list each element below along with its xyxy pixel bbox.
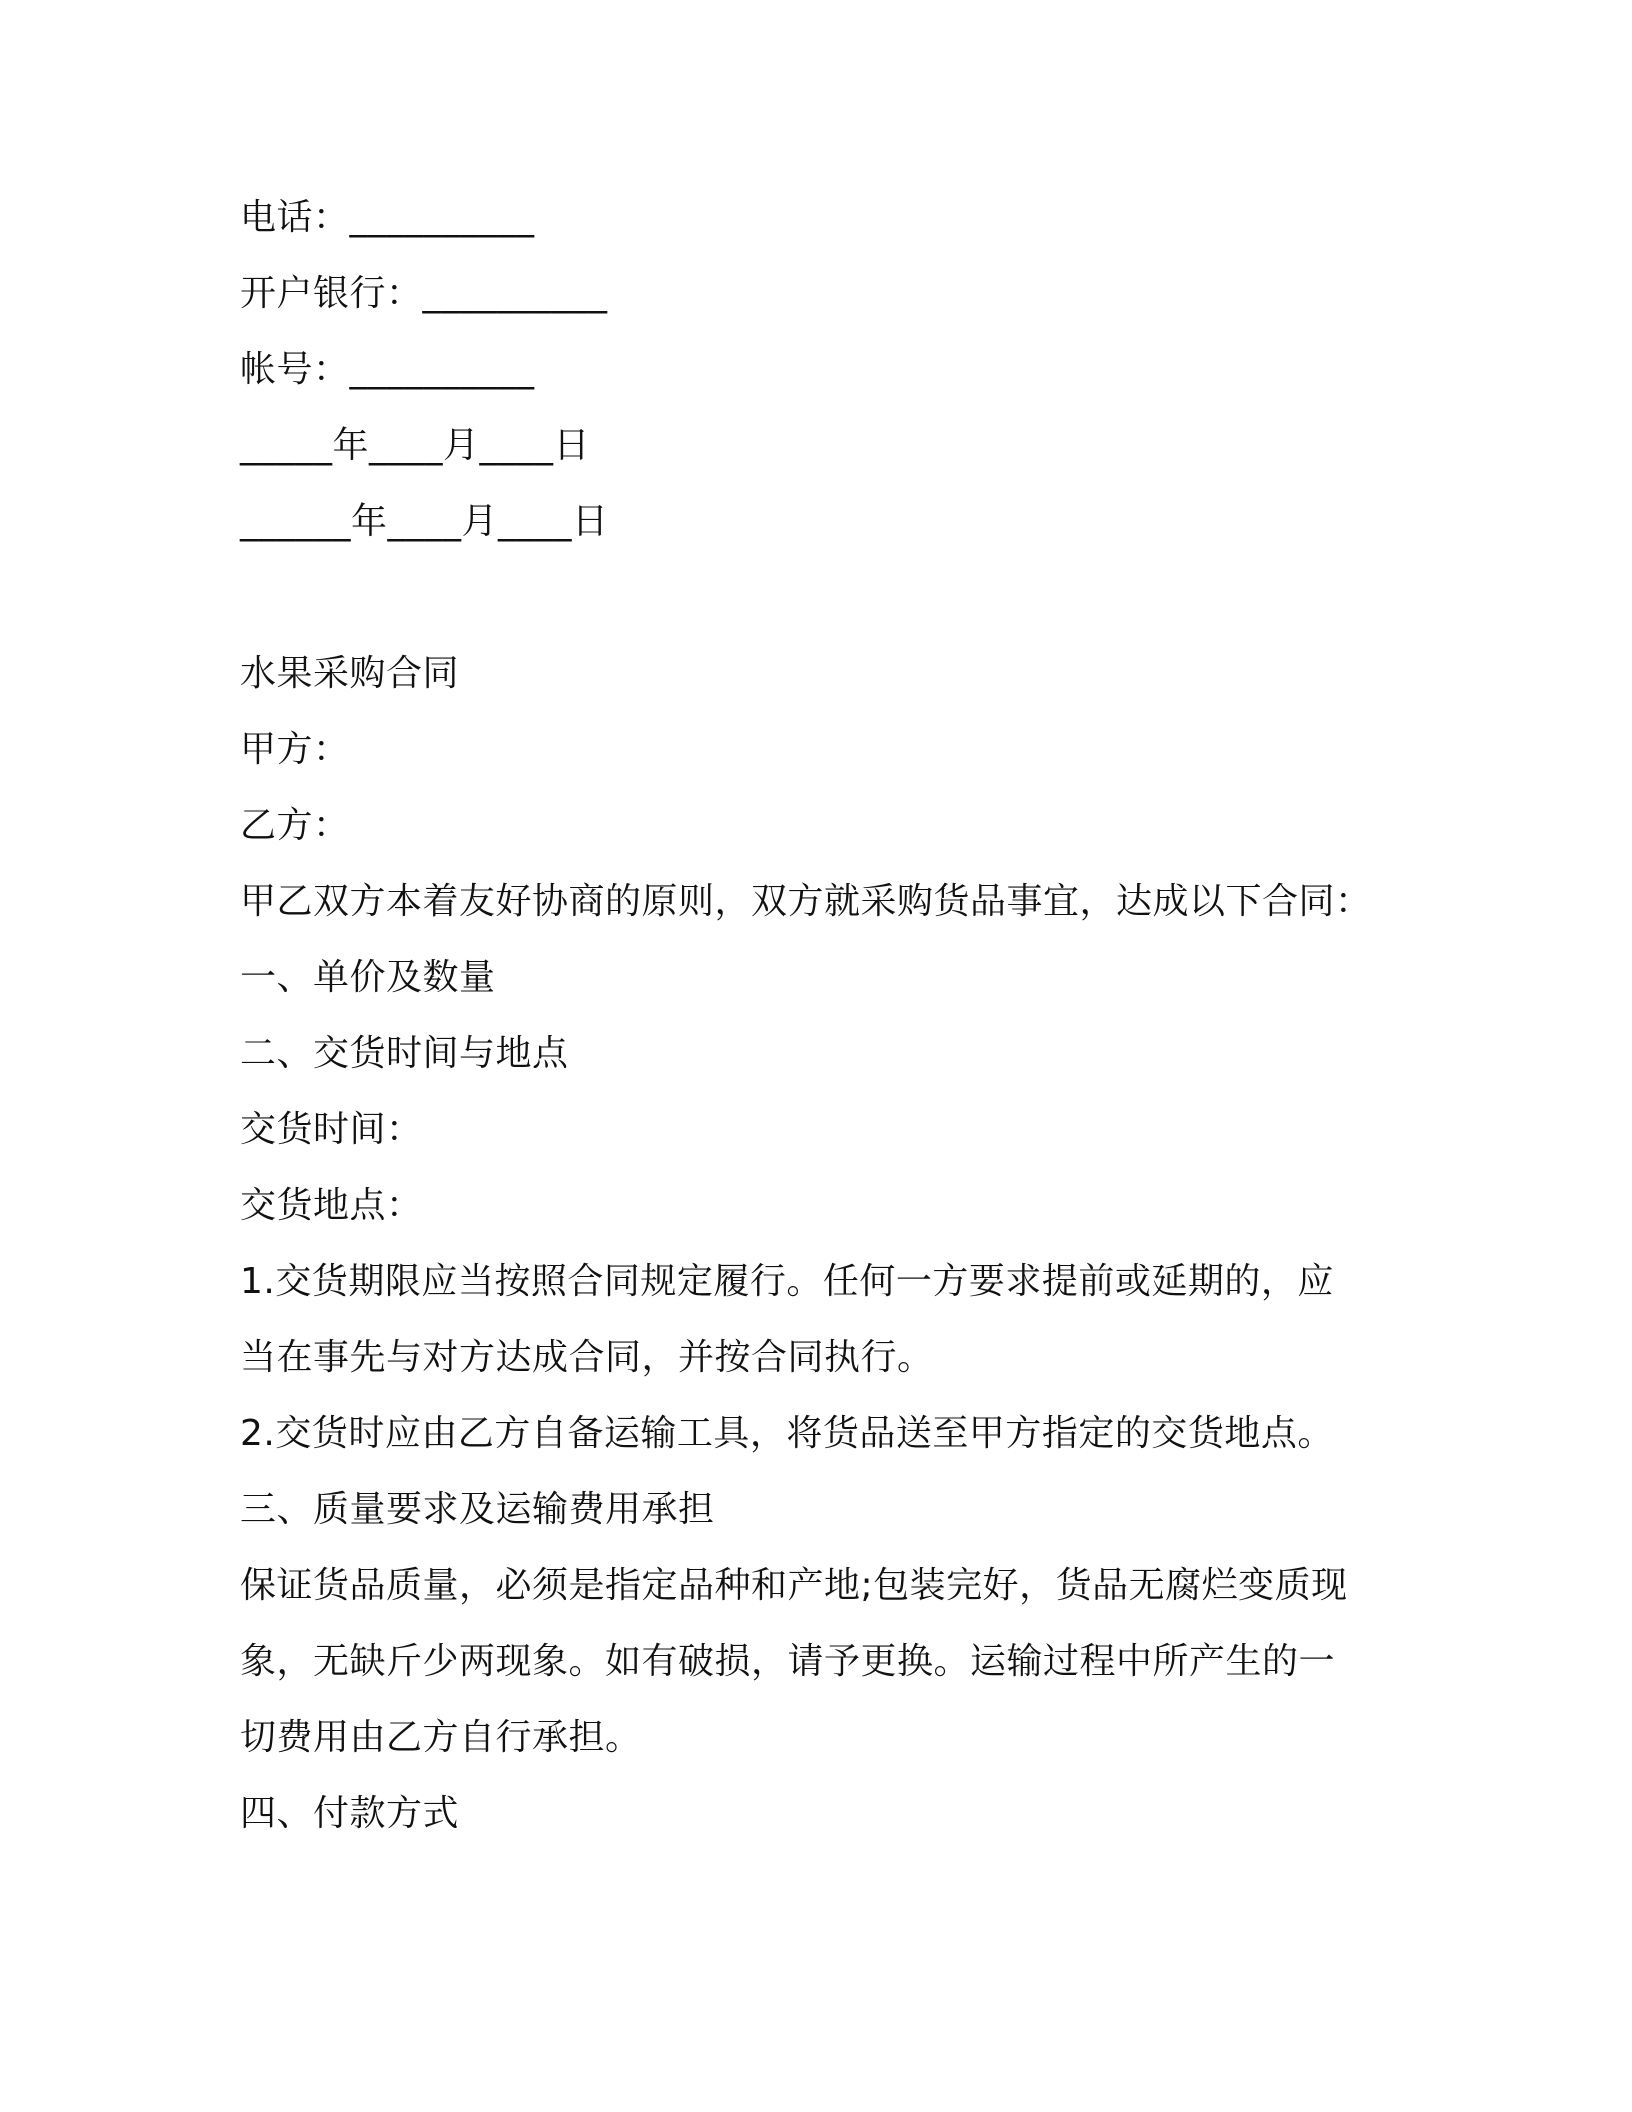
account-field: 帐号：__________ [240,349,535,390]
delivery-time-label: 交货时间： [240,1109,423,1150]
intro-paragraph: 甲乙双方本着友好协商的原则，双方就采购货品事宜，达成以下合同： [240,881,1372,922]
section-heading-1: 一、单价及数量 [240,957,496,998]
quality-line-2: 象，无缺斤少两现象。如有破损，请予更换。运输过程中所产生的一 [240,1641,1336,1682]
section-heading-3: 三、质量要求及运输费用承担 [240,1489,715,1530]
clause-1-line-1: 1.交货期限应当按照合同规定履行。任何一方要求提前或延期的，应 [240,1261,1334,1302]
clause-1-line-2: 当在事先与对方达成合同，并按合同执行。 [240,1337,934,1378]
date-line-2: ______年____月____日 [240,501,609,542]
date-line-1: _____年____月____日 [240,425,591,466]
phone-field: 电话：__________ [240,197,535,238]
section-heading-4: 四、付款方式 [240,1793,460,1834]
contract-title: 水果采购合同 [240,653,460,694]
clause-2: 2.交货时应由乙方自备运输工具，将货品送至甲方指定的交货地点。 [240,1413,1334,1454]
quality-line-1: 保证货品质量，必须是指定品种和产地;包装完好，货品无腐烂变质现 [240,1565,1348,1606]
party-a-label: 甲方： [240,729,350,770]
quality-line-3: 切费用由乙方自行承担。 [240,1717,642,1758]
party-b-label: 乙方： [240,805,350,846]
delivery-place-label: 交货地点： [240,1185,423,1226]
bank-field: 开户银行：__________ [240,273,608,314]
section-heading-2: 二、交货时间与地点 [240,1033,569,1074]
